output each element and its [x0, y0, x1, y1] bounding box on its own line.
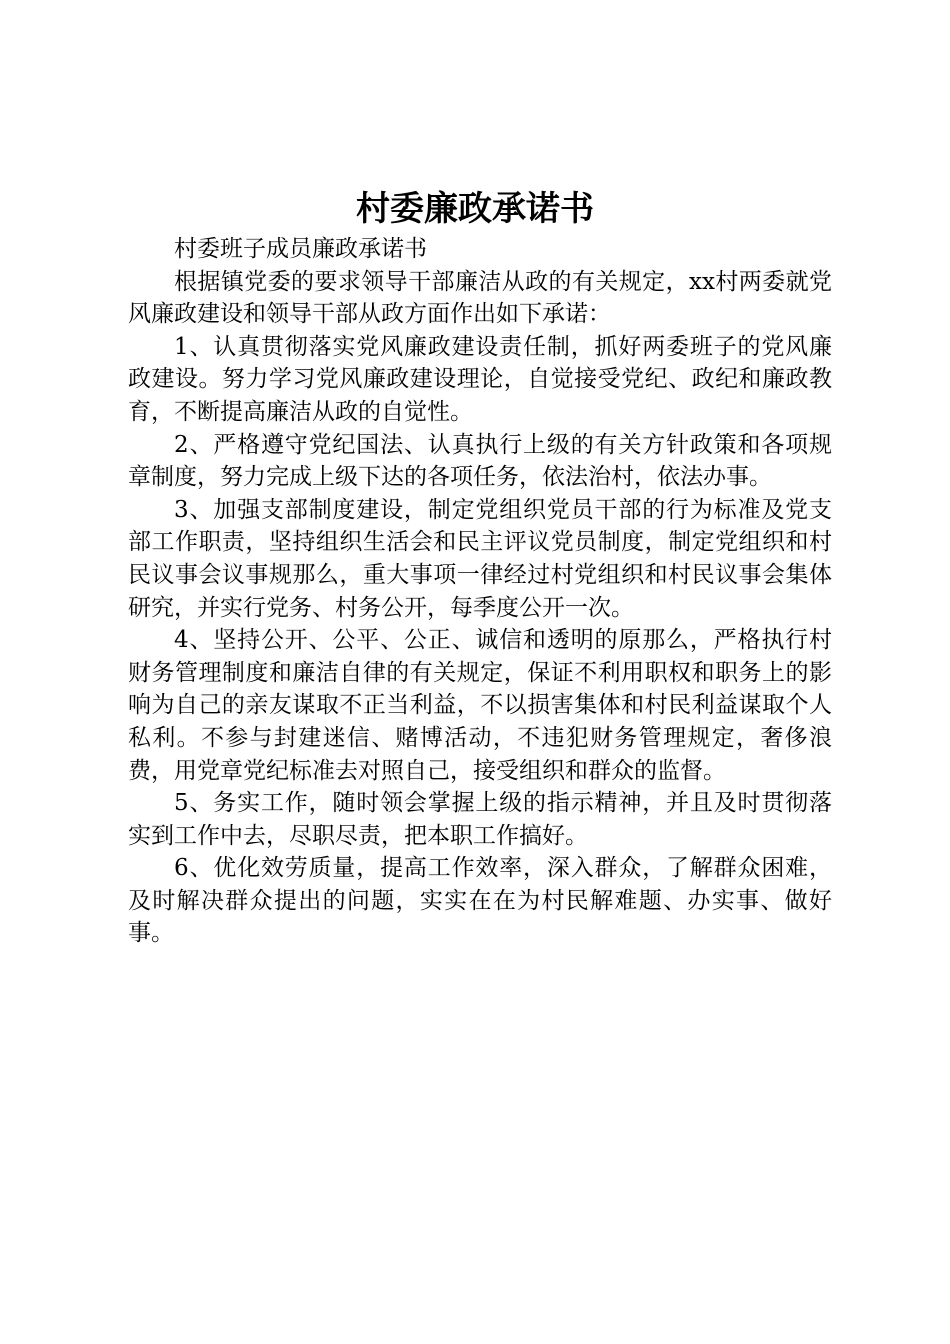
document-body [128, 233, 832, 950]
paragraph-intro: 根据镇党委的要求领导干部廉洁从政的有关规定，xx村两委就党风廉政建设和领导干部从政方面作出如下承诺： [128, 268, 832, 328]
paragraph-item-2: 2、严格遵守党纪国法、认真执行上级的有关方针政策和各项规章制度，努力完成上级下达的各项任务，依法治村，依法办事。 [128, 431, 832, 491]
document-title: 村委廉政承诺书 [356, 189, 594, 229]
paragraph-item-5: 5、务实工作，随时领会掌握上级的指示精神，并且及时贯彻落实到工作中去，尽职尽责，把本职工作搞好。 [128, 790, 832, 849]
paragraph-item-3: 3、加强支部制度建设，制定党组织党员干部的行为标准及党支部工作职责，坚持组织生活会和民主评议党员制度，制定党组织和村民议事会议事规那么，重大事项一律经过村党组织和村民议事会集体研究，并实行党务、村务公开，每季度公开一次。 [128, 496, 832, 621]
paragraph-subtitle: 村委班子成员廉政承诺书 [174, 236, 427, 262]
paragraph-item-1: 1、认真贯彻落实党风廉政建设责任制，抓好两委班子的党风廉政建设。努力学习党风廉政建设理论，自觉接受党纪、政纪和廉政教育，不断提高廉洁从政的自觉性。 [128, 333, 832, 425]
paragraph-item-6: 6、优化效劳质量，提高工作效率，深入群众，了解群众困难，及时解决群众提出的问题，实实在在为村民解难题、办实事、做好事。 [128, 855, 832, 947]
paragraph-item-4: 4、坚持公开、公平、公正、诚信和透明的原那么，严格执行村财务管理制度和廉洁自律的有关规定，保证不利用职权和职务上的影响为自己的亲友谋取不正当利益，不以损害集体和村民利益谋取个人私利。不参与封建迷信、赌博活动，不违犯财务管理规定，奢侈浪费，用党章党纪标准去对照自己，接受组织和群众的监督。 [128, 627, 832, 784]
